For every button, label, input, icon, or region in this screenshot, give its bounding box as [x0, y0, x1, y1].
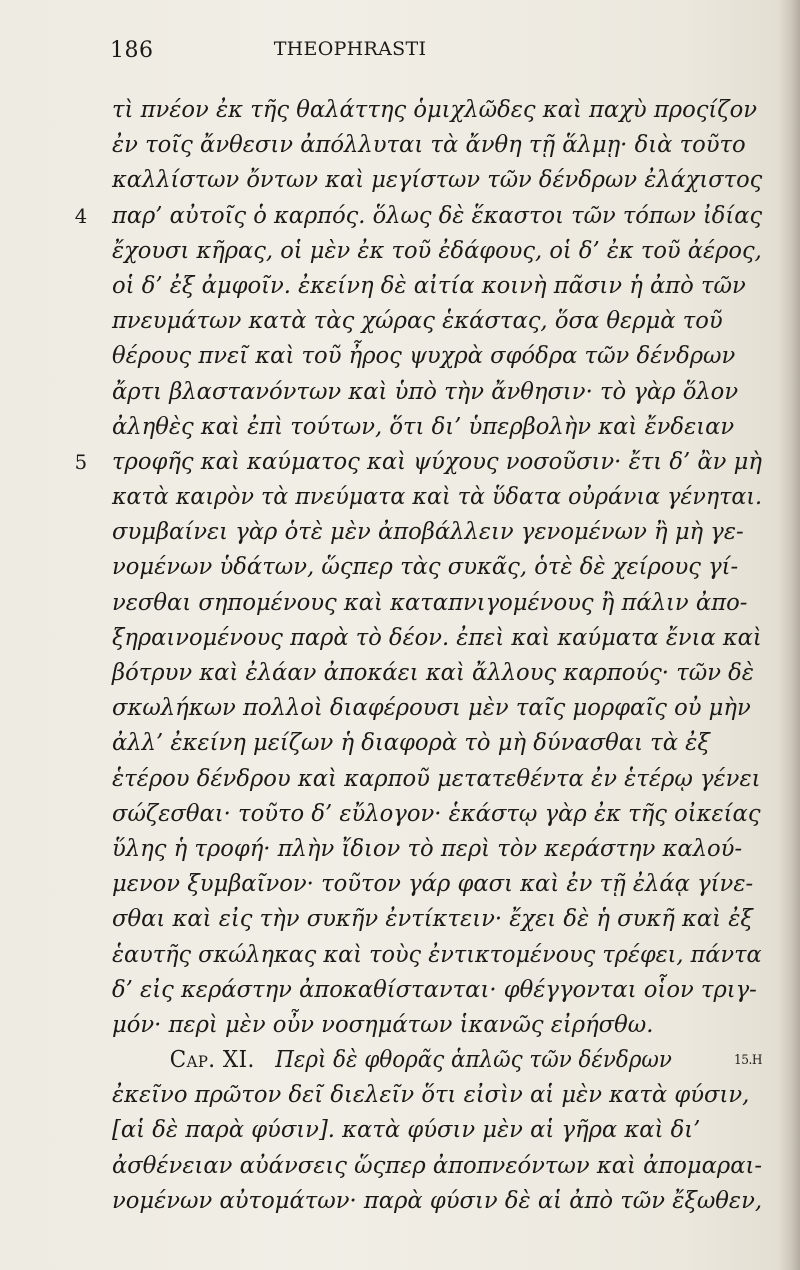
- line-text: μόν· περὶ μὲν οὖν νοσημάτων ἱκανῶς εἰρήσθω.: [112, 1011, 654, 1038]
- line-text: ὕλης ἡ τροφή· πλὴν ἴδιον τὸ περὶ τὸν κεράστην καλού-: [112, 835, 743, 862]
- line-text: νομένων ὑδάτων, ὥςπερ τὰς συκᾶς, ὁτὲ δὲ χείρους γί-: [112, 554, 739, 581]
- line-text: τροφῆς καὶ καύματος καὶ ψύχους νοσοῦσιν· ἔτι δ’ ἂν μὴ: [112, 448, 762, 475]
- line-text: ἀληθὲς καὶ ἐπὶ τούτων, ὅτι δι’ ὑπερβολὴν καὶ ἔνδειαν: [112, 413, 735, 440]
- page-header: [110, 38, 520, 78]
- line-text: ἀλλ’ ἐκείνη μείζων ἡ διαφορὰ τὸ μὴ δύνασθαι τὰ ἐξ: [112, 730, 710, 757]
- line-text: τὶ πνέον ἐκ τῆς θαλάττης ὁμιχλῶδες καὶ παχὺ προςίζον: [112, 97, 757, 123]
- chapter-label: Cap. XI.: [169, 1047, 255, 1074]
- page-edge-shadow: [778, 0, 800, 1270]
- line-text: σκωλήκων πολλοὶ διαφέρουσι μὲν ταῖς μορφαῖς οὐ μὴν: [112, 695, 751, 722]
- line-text: [αἱ δὲ παρὰ φύσιν]. κατὰ φύσιν μὲν αἱ γῆρα καὶ δι’: [112, 1117, 701, 1144]
- line-text: νεσθαι σηπομένους καὶ καταπνιγομένους ἢ πάλιν ἀπο-: [112, 589, 748, 616]
- text-line: [112, 762, 762, 797]
- line-text: κατὰ καιρὸν τὰ πνεύματα καὶ τὰ ὕδατα οὐράνια γένηται.: [112, 484, 763, 511]
- text-line: [112, 515, 762, 550]
- greek-text-block: [74, 93, 772, 1219]
- page-number: 186: [110, 38, 154, 63]
- line-text: μενον ξυμβαῖνον· τοῦτον γάρ φασι καὶ ἐν τῇ ἐλάᾳ γίνε-: [112, 871, 754, 898]
- text-line: [112, 726, 762, 761]
- text-line: [112, 93, 762, 128]
- text-line: [112, 867, 762, 902]
- text-line: [112, 1078, 762, 1113]
- text-line: [112, 902, 762, 937]
- line-text: σθαι καὶ εἰς τὴν συκῆν ἐντίκτειν· ἔχει δὲ ἡ συκῆ καὶ ἐξ: [112, 906, 753, 933]
- text-line: [112, 832, 762, 867]
- text-line: [112, 1113, 762, 1148]
- line-text: δ’ εἰς κεράστην ἀποκαθίστανται· φθέγγονται οἷον τριγ-: [112, 976, 757, 1003]
- line-text: ἐκεῖνο πρῶτον δεῖ διελεῖν ὅτι εἰσὶν αἱ μὲν κατὰ φύσιν,: [112, 1082, 750, 1109]
- line-text: ἄρτι βλαστανόντων καὶ ὑπὸ τὴν ἄνθησιν· τὸ γὰρ ὅλον: [112, 378, 739, 405]
- section-number: 4: [74, 203, 88, 228]
- line-text: ἑαυτῆς σκώληκας καὶ τοὺς ἐντικτομένους τρέφει, πάντα: [112, 941, 762, 968]
- line-text: πνευμάτων κατὰ τὰς χώρας ἑκάστας, ὅσα θερμὰ τοῦ: [112, 308, 723, 335]
- line-text: ἐν τοῖς ἄνθεσιν ἀπόλλυται τὰ ἄνθη τῇ ἅλμῃ· διὰ τοῦτο: [112, 132, 746, 159]
- text-line: [112, 480, 763, 515]
- line-text: ἑτέρου δένδρου καὶ καρποῦ μετατεθέντα ἐν ἑτέρῳ γένει: [112, 765, 761, 792]
- line-text: Περὶ δὲ φθορᾶς ἁπλῶς τῶν δένδρων: [275, 1047, 672, 1074]
- text-line: [112, 656, 762, 691]
- text-line: [112, 1149, 762, 1184]
- line-text: παρ’ αὐτοῖς ὁ καρπός. ὅλως δὲ ἕκαστοι τῶν τόπων ἰδίας: [112, 202, 763, 229]
- line-text: σώζεσθαι· τοῦτο δ’ εὔλογον· ἑκάστῳ γὰρ ἐκ τῆς οἰκείας: [112, 800, 761, 827]
- text-line: [112, 621, 762, 656]
- text-line: [112, 128, 762, 163]
- text-line: [112, 938, 762, 973]
- text-line: [74, 199, 763, 234]
- text-line: [112, 163, 763, 198]
- line-text: ξηραινομένους παρὰ τὸ δέον. ἐπεὶ καὶ καύματα ἔνια καὶ: [112, 624, 762, 651]
- text-line: [112, 586, 762, 621]
- section-number: 5: [74, 449, 88, 474]
- text-line: [112, 304, 762, 339]
- line-text: ἔχουσι κῆρας, οἱ μὲν ἐκ τοῦ ἐδάφους, οἱ δ’ ἐκ τοῦ ἀέρος,: [112, 237, 762, 264]
- text-line: [112, 550, 762, 585]
- line-text: θέρους πνεῖ καὶ τοῦ ἦρος ψυχρὰ σφόδρα τῶν δένδρων: [112, 343, 736, 370]
- line-text: ἀσθένειαν αὐάνσεις ὥςπερ ἀποπνεόντων καὶ ἀπομαραι-: [112, 1152, 763, 1179]
- side-reference: 15.H: [734, 1053, 762, 1069]
- line-text: συμβαίνει γὰρ ὁτὲ μὲν ἀποβάλλειν γενομένων ἢ μὴ γε-: [112, 519, 744, 546]
- text-line: [112, 691, 762, 726]
- text-line: [112, 375, 762, 410]
- line-text: βότρυν καὶ ἐλάαν ἀποκάει καὶ ἄλλους καρπούς· τῶν δὲ: [112, 660, 754, 686]
- line-text: οἱ δ’ ἐξ ἀμφοῖν. ἐκείνη δὲ αἰτία κοινὴ πᾶσιν ἡ ἀπὸ τῶν: [112, 272, 746, 299]
- text-line: [112, 973, 762, 1008]
- line-text: καλλίστων ὄντων καὶ μεγίστων τῶν δένδρων ἐλάχιστος: [112, 167, 763, 194]
- text-line: [112, 1008, 762, 1043]
- text-line: [112, 410, 762, 445]
- text-line: [112, 269, 762, 304]
- text-line: [112, 339, 762, 374]
- text-line: [112, 797, 762, 832]
- running-title: THEOPHRASTI: [273, 38, 427, 60]
- text-line: [112, 1184, 762, 1219]
- line-text: νομένων αὐτομάτων· παρὰ φύσιν δὲ αἱ ἀπὸ τῶν ἔξωθεν,: [112, 1187, 763, 1214]
- chapter-heading-line: [112, 1043, 762, 1078]
- text-line: [74, 445, 762, 480]
- text-line: [112, 234, 762, 269]
